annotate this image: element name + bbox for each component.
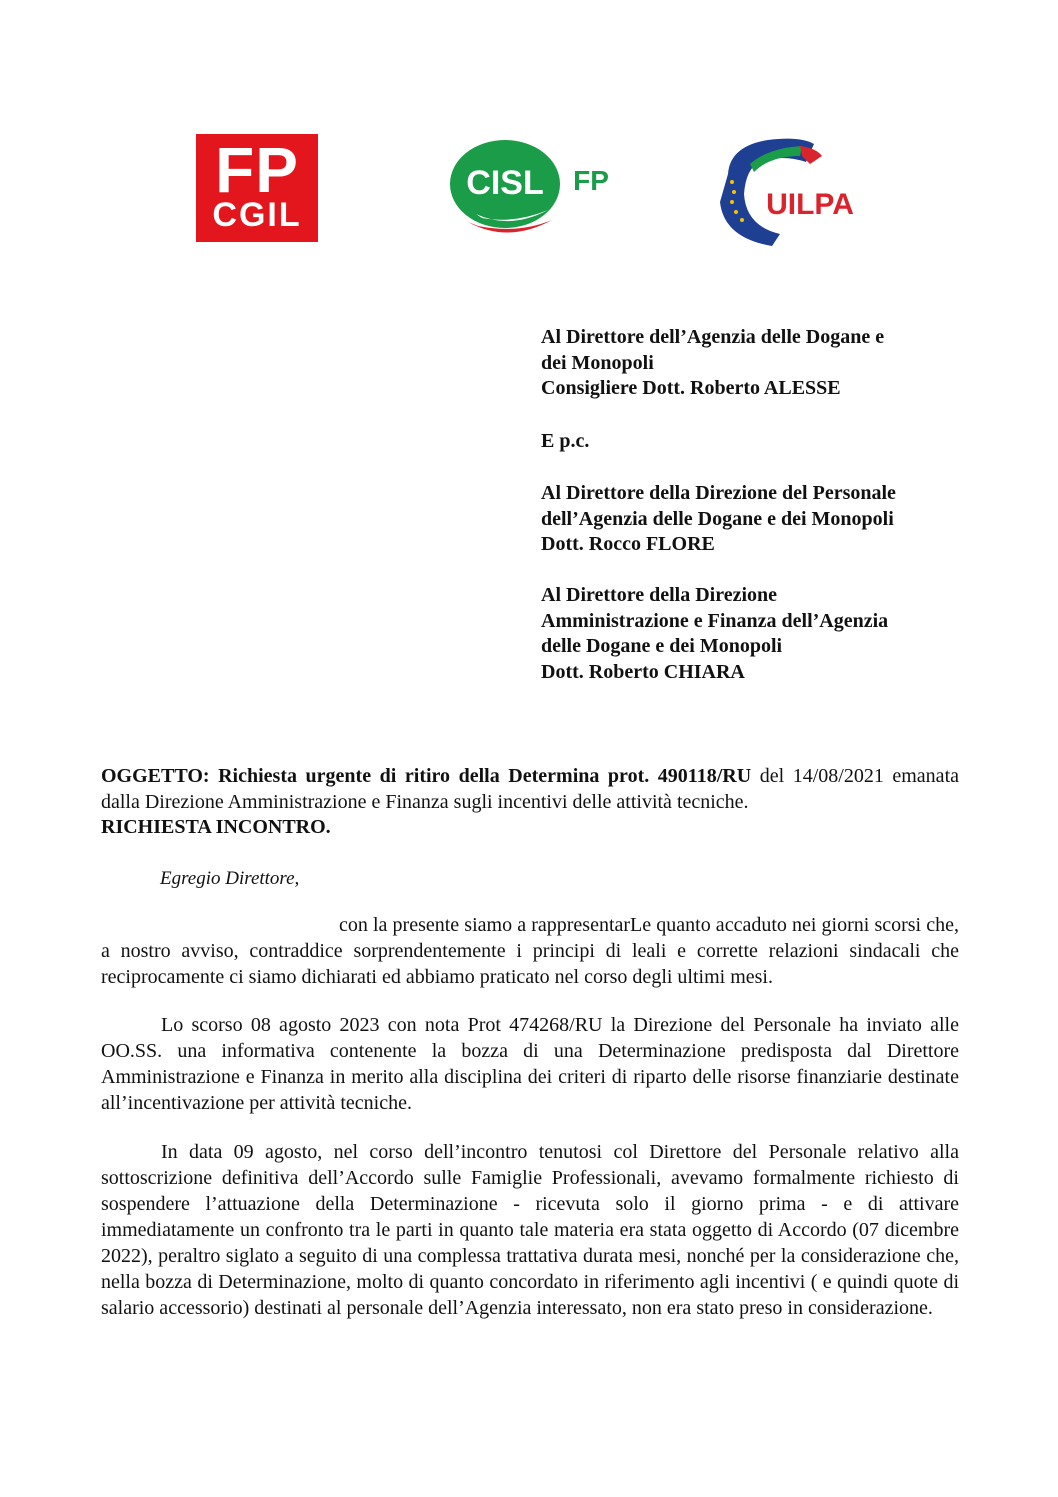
body-paragraph-1: con la presente siamo a rappresentarLe quanto accaduto nei giorni scorsi che, a nostro avviso, contraddice sorprendentemente i principi di leali e corrette relazioni sindacali che reciprocamente ci siamo dichiarati ed abbiamo praticato nel corso degli ultimi mesi. (101, 914, 959, 988)
body-paragraph-3: In data 09 agosto, nel corso dell’incontro tenutosi col Direttore del Personale relativo alla sottoscrizione definitiva dell’Accordo sulle Famiglie Professionali, avevamo formalmente richiesto di sospendere l’attuazione della Determinazione - ricevuta solo il giorno prima - e di attivare immediatamente un confronto tra le parti in quanto tale materia era stata oggetto di Accordo (07 dicembre 2022), peraltro siglato a seguito di una complessa trattativa durata mesi, nonché per la considerazione che, nella bozza di Determinazione, molto di quanto concordato in riferimento agli incentivi ( e quindi quote di salario accessorio) destinati al personale dell’Agenzia interessato, non era stato preso in considerazione. (101, 1141, 959, 1319)
recipient-line: dell’Agenzia delle Dogane e dei Monopoli (541, 507, 894, 530)
cc-label (541, 429, 961, 455)
uilpa-logo (710, 134, 870, 252)
recipient-primary (541, 325, 961, 402)
recipient-line: Al Direttore dell’Agenzia delle Dogane e (541, 326, 885, 348)
salutation: Egregio Direttore, (160, 868, 300, 889)
cc-label-text: E p.c. (541, 430, 590, 452)
recipient-line: Dott. Roberto CHIARA (541, 660, 745, 683)
uilpa-logo-graphic (710, 134, 870, 252)
body-paragraph-2: Lo scorso 08 agosto 2023 con nota Prot 474268/RU la Direzione del Personale ha inviato alle OO.SS. una informativa contenente la bozza di una Determinazione predisposta dal Direttore Amministrazione e Finanza in merito alla disciplina dei criteri di riparto delle risorse finanziarie destinate all’incentivazione per attività tecniche. (101, 1014, 959, 1114)
recipient-cc2 (541, 583, 961, 685)
fp-logo-word: FP (573, 165, 609, 196)
recipient-cc1 (541, 481, 961, 558)
fp-cgil-logo-line2: CGIL (212, 196, 302, 234)
recipient-line: Amministrazione e Finanza dell’Agenzia (541, 609, 889, 632)
cisl-logo-word: CISL (466, 164, 544, 202)
uilpa-logo-word: UILPA (766, 188, 854, 221)
subject-text: del 14/08/2021 emanata dalla Direzione Amministrazione e Finanza sugli incentivi delle attività tecniche. (101, 765, 959, 813)
recipient-line: Consigliere Dott. Roberto ALESSE (541, 377, 841, 399)
cisl-fp-logo-graphic (448, 136, 618, 246)
subject (101, 764, 959, 841)
recipient-line: Al Direttore della Direzione del Personale (541, 482, 896, 504)
fp-cgil-logo-line1: FP (215, 134, 299, 206)
subject-request: RICHIESTA INCONTRO. (101, 816, 331, 838)
recipient-line: delle Dogane e dei Monopoli (541, 635, 783, 657)
fp-cgil-logo (196, 134, 318, 242)
recipient-line: dei Monopoli (541, 351, 654, 374)
cisl-fp-logo (448, 136, 618, 246)
recipient-line: Dott. Rocco FLORE (541, 533, 715, 555)
recipient-line: Al Direttore della Direzione (541, 584, 778, 606)
subject-bold: OGGETTO: Richiesta urgente di ritiro della Determina prot. 490118/RU (101, 765, 752, 787)
